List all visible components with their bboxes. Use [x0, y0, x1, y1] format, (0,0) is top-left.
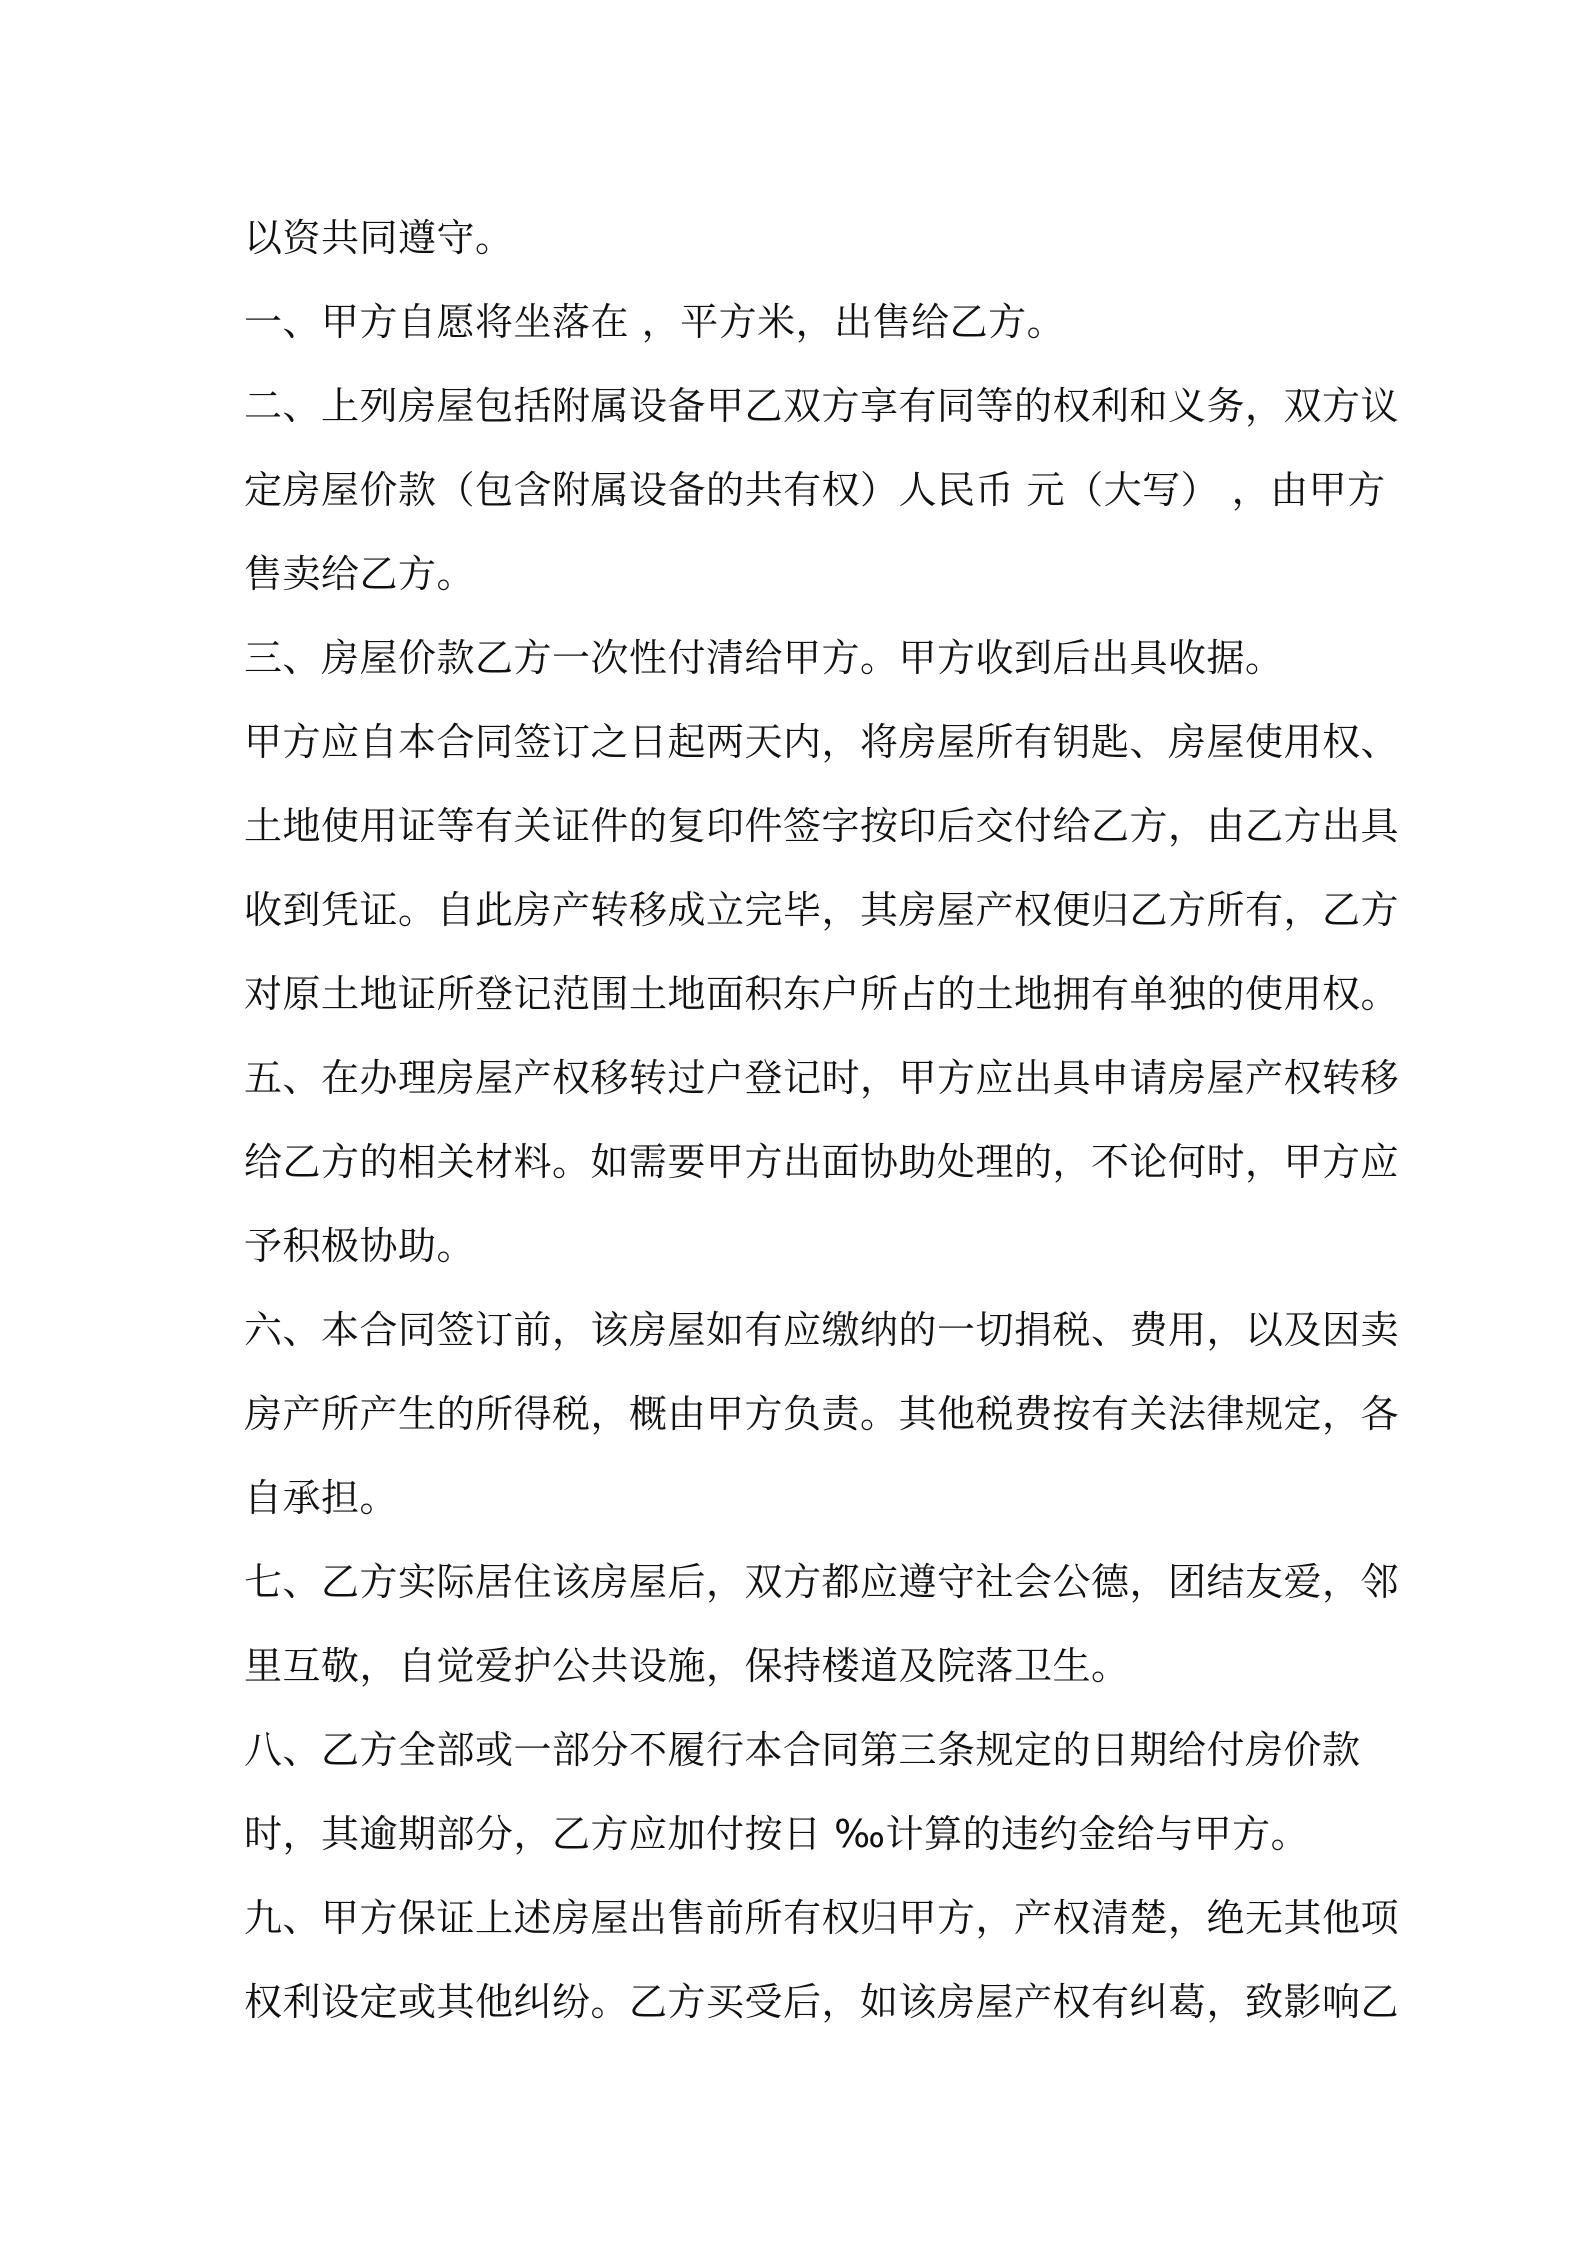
text-line: 以资共同遵守。: [244, 216, 514, 260]
text-line: 予积极协助。: [244, 1224, 476, 1268]
text-line: 时，其逾期部分，乙方应加付按日 ‰计算的违约金给与甲方。: [244, 1812, 1310, 1856]
text-line: 三、房屋价款乙方一次性付清给甲方。甲方收到后出具收据。: [244, 636, 1284, 680]
text-line: 对原土地证所登记范围土地面积东户所占的土地拥有单独的使用权。: [244, 972, 1400, 1016]
text-line: 五、在办理房屋产权移转过户登记时，甲方应出具申请房屋产权转移: [244, 1056, 1400, 1100]
text-line: 里互敬，自觉爱护公共设施，保持楼道及院落卫生。: [244, 1644, 1130, 1688]
text-line: 六、本合同签订前，该房屋如有应缴纳的一切捐税、费用，以及因卖: [244, 1308, 1400, 1352]
contract-text-body: [244, 196, 1400, 2044]
text-line: 一、甲方自愿将坐落在 ，平方米，出售给乙方。: [244, 300, 1066, 344]
text-line: 权利设定或其他纠纷。乙方买受后，如该房屋产权有纠葛，致影响乙: [244, 1980, 1400, 2024]
text-line: 甲方应自本合同签订之日起两天内，将房屋所有钥匙、房屋使用权、: [244, 720, 1400, 764]
text-line: 给乙方的相关材料。如需要甲方出面协助处理的，不论何时，甲方应: [244, 1140, 1400, 1184]
text-line: 二、上列房屋包括附属设备甲乙双方享有同等的权利和义务，双方议: [244, 384, 1400, 428]
text-line: 自承担。: [244, 1476, 399, 1520]
text-line: 八、乙方全部或一部分不履行本合同第三条规定的日期给付房价款: [244, 1728, 1361, 1772]
text-line: 定房屋价款（包含附属设备的共有权）人民币 元（大写） ，由甲方: [244, 468, 1386, 512]
text-line: 九、甲方保证上述房屋出售前所有权归甲方，产权清楚，绝无其他项: [244, 1896, 1400, 1940]
text-line: 七、乙方实际居住该房屋后，双方都应遵守社会公德，团结友爱，邻: [244, 1560, 1400, 1604]
text-line: 售卖给乙方。: [244, 552, 476, 596]
text-line: 土地使用证等有关证件的复印件签字按印后交付给乙方，由乙方出具: [244, 804, 1400, 848]
text-line: 收到凭证。自此房产转移成立完毕，其房屋产权便归乙方所有，乙方: [244, 888, 1400, 932]
text-line: 房产所产生的所得税，概由甲方负责。其他税费按有关法律规定，各: [244, 1392, 1400, 1436]
